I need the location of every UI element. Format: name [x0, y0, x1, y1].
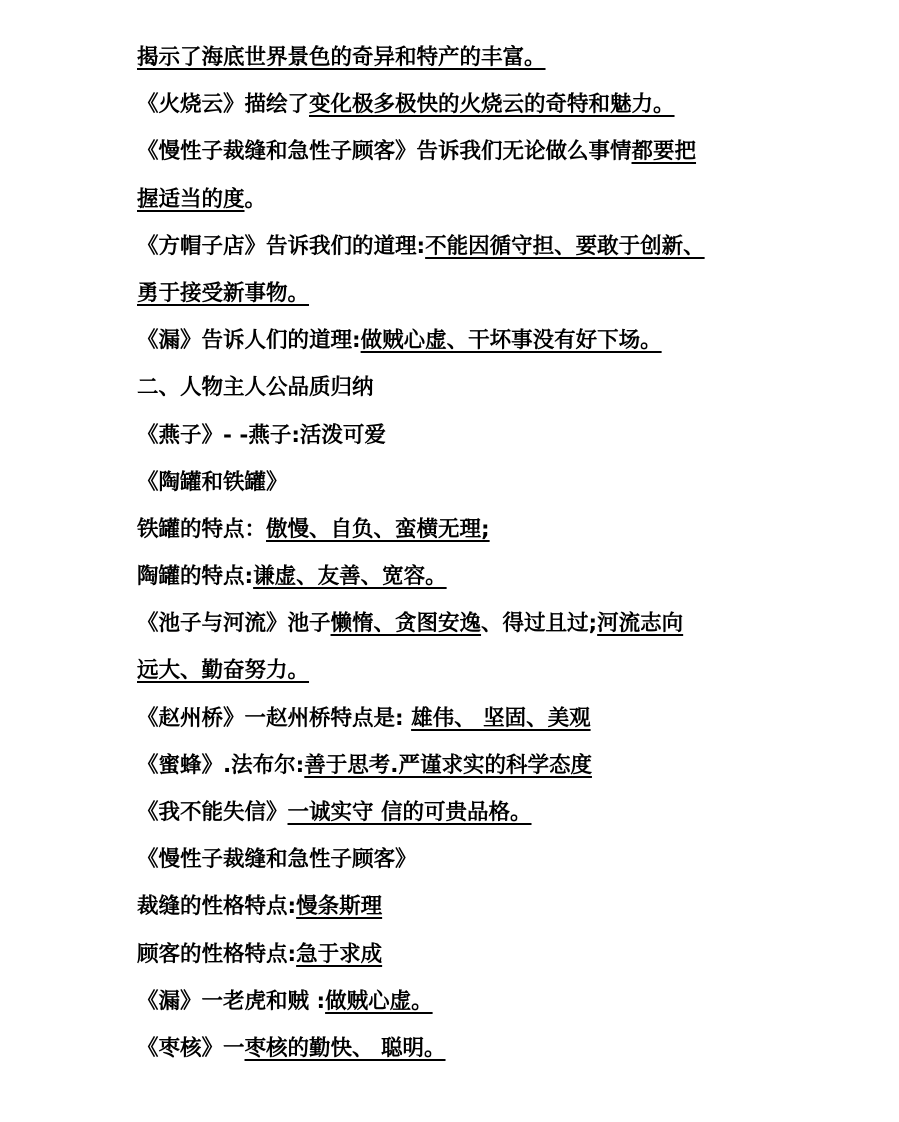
- underlined-text: 急于求成: [296, 941, 383, 967]
- text-line: [137, 418, 777, 465]
- section-heading: [137, 370, 777, 417]
- text-line: [137, 748, 777, 795]
- underlined-text: 揭示了海底世界景色的奇异和特产的丰富。: [137, 45, 546, 70]
- line-text: 《火烧云》描绘了: [137, 92, 310, 118]
- text-line: [137, 606, 777, 653]
- line-text: 铁罐的特点：: [137, 516, 267, 542]
- text-line: [137, 229, 777, 276]
- text-line: [137, 1031, 777, 1078]
- text-line: [137, 276, 777, 323]
- underlined-text: 握适当的度: [137, 186, 245, 212]
- underlined-text: 一诚实守 信的可贵品格。: [287, 800, 532, 825]
- text-line: [137, 323, 777, 370]
- underlined-text: 做贼心虚。: [325, 988, 433, 1014]
- line-text: 二、人物主人公品质归纳: [137, 375, 374, 401]
- line-text: 《方帽子店》告诉我们的道理:: [137, 233, 426, 259]
- text-line: [137, 842, 777, 889]
- line-text: 《枣核》一: [137, 1035, 245, 1061]
- underlined-text: 懒惰、贪图安逸: [330, 611, 482, 637]
- text-line: [137, 984, 777, 1031]
- text-line: [137, 559, 777, 606]
- line-text: 《漏》一老虎和贼 :: [137, 988, 326, 1014]
- underlined-text: 河流志向: [597, 611, 684, 637]
- text-line: [137, 40, 777, 87]
- line-text: 《陶罐和铁罐》: [137, 469, 288, 495]
- line-text: 《慢性子裁缝和急性子顾客》告诉我们无论做么事情: [137, 139, 632, 165]
- text-line: [137, 465, 777, 512]
- line-text: 。: [244, 186, 267, 212]
- underlined-text: 都要把: [631, 139, 697, 165]
- text-line: [137, 512, 777, 559]
- line-text: 《蜜蜂》.法布尔:: [137, 752, 305, 778]
- underlined-text: 雄伟、 坚固、美观: [411, 705, 591, 731]
- line-text: 《池子与河流》池子: [137, 611, 331, 637]
- text-line: [137, 795, 777, 842]
- underlined-text: 不能因循守担、要敢于创新、: [425, 233, 705, 259]
- text-line: [137, 87, 777, 134]
- document-page: [137, 40, 777, 1078]
- line-text: 《慢性子裁缝和急性子顾客》: [137, 847, 417, 873]
- line-text: 陶罐的特点:: [137, 564, 254, 590]
- underlined-text: 远大、勤奋努力。: [137, 658, 310, 684]
- text-line: [137, 134, 777, 181]
- text-line: [137, 182, 777, 229]
- underlined-text: 善于思考.严谨求实的科学态度: [304, 752, 592, 778]
- line-text: 《我不能失信》: [137, 800, 288, 825]
- underlined-text: 做贼心虚、干坏事没有好下场。: [360, 328, 662, 354]
- underlined-text: 傲慢、自负、蛮横无理;: [266, 516, 490, 542]
- text-line: [137, 937, 777, 984]
- underlined-text: 变化极多极快的火烧云的奇特和魅力。: [309, 92, 675, 118]
- text-line: [137, 653, 777, 700]
- underlined-text: 慢条斯理: [296, 894, 383, 920]
- text-line: [137, 701, 777, 748]
- underlined-text: 勇于接受新事物。: [137, 280, 310, 306]
- underlined-text: 枣核的勤快、 聪明。: [244, 1035, 446, 1061]
- line-text: 《漏》告诉人们的道理:: [137, 328, 361, 354]
- line-text: 《赵州桥》一赵州桥特点是:: [137, 705, 412, 731]
- underlined-text: 谦虚、友善、宽容。: [253, 564, 447, 590]
- line-text: 裁缝的性格特点:: [137, 894, 297, 920]
- text-line: [137, 889, 777, 936]
- line-text: 《燕子》- -燕子:活泼可爱: [137, 422, 386, 448]
- line-text: 、得过且过;: [481, 611, 598, 637]
- line-text: 顾客的性格特点:: [137, 941, 297, 967]
